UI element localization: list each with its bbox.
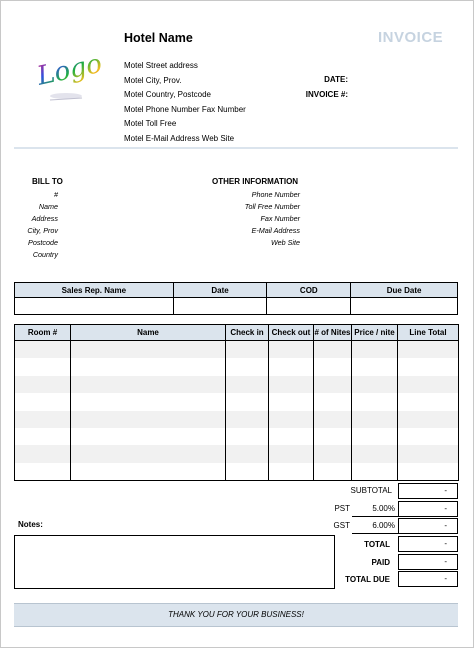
name-cell[interactable]	[71, 358, 226, 375]
other-info-field: Toll Free Number	[244, 202, 300, 211]
price-cell[interactable]	[352, 341, 398, 359]
sales-rep-cell[interactable]	[15, 298, 174, 315]
invoice-number-label: INVOICE #:	[305, 90, 348, 99]
cod-cell[interactable]	[267, 298, 351, 315]
table-row	[15, 411, 459, 428]
gst-value: -	[398, 518, 458, 534]
nites-cell[interactable]	[314, 341, 352, 359]
table-row	[15, 428, 459, 445]
name-cell[interactable]	[71, 376, 226, 393]
line-total-cell	[398, 358, 459, 375]
bill-to-title: BILL TO	[32, 177, 63, 186]
price-cell[interactable]	[352, 428, 398, 445]
due-date-cell[interactable]	[351, 298, 458, 315]
room-cell[interactable]	[15, 376, 71, 393]
room-cell[interactable]	[15, 411, 71, 428]
svg-text:Logo: Logo	[34, 48, 105, 92]
room-cell[interactable]	[15, 445, 71, 462]
table-row	[15, 445, 459, 462]
check-out-cell[interactable]	[269, 393, 314, 410]
price-cell[interactable]	[352, 445, 398, 462]
other-info-title: OTHER INFORMATION	[212, 177, 299, 186]
bill-to-field: Name	[38, 202, 58, 211]
line-total-cell	[398, 411, 459, 428]
nites-cell[interactable]	[314, 376, 352, 393]
table-row	[15, 341, 459, 359]
name-cell[interactable]	[71, 411, 226, 428]
total-due-value: -	[398, 571, 458, 587]
check-in-cell[interactable]	[226, 445, 269, 462]
price-cell[interactable]	[352, 358, 398, 375]
notes-label: Notes:	[18, 520, 43, 529]
check-out-cell[interactable]	[269, 341, 314, 359]
address-line: Motel Phone Number Fax Number	[124, 104, 246, 114]
gst-label: GST	[333, 521, 350, 530]
gst-rate[interactable]: 6.00%	[352, 518, 398, 534]
invoice-title: INVOICE	[378, 29, 444, 46]
price-cell[interactable]	[352, 376, 398, 393]
check-in-cell[interactable]	[226, 463, 269, 481]
check-out-cell[interactable]	[269, 463, 314, 481]
bill-to-field: #	[54, 190, 58, 199]
name-cell[interactable]	[71, 341, 226, 359]
table-row	[15, 463, 459, 481]
line-total-header: Line Total	[398, 325, 459, 341]
paid-value[interactable]: -	[398, 554, 458, 570]
price-cell[interactable]	[352, 411, 398, 428]
thank-you-message: THANK YOU FOR YOUR BUSINESS!	[14, 603, 458, 627]
room-cell[interactable]	[15, 393, 71, 410]
price-cell[interactable]	[352, 463, 398, 481]
nites-cell[interactable]	[314, 445, 352, 462]
nites-cell[interactable]	[314, 463, 352, 481]
check-in-cell[interactable]	[226, 376, 269, 393]
sales-rep-header: Sales Rep. Name	[15, 283, 174, 298]
notes-field[interactable]	[14, 535, 335, 589]
due-date-header: Due Date	[351, 283, 458, 298]
date-header: Date	[173, 283, 267, 298]
name-header: Name	[71, 325, 226, 341]
room-cell[interactable]	[15, 428, 71, 445]
pst-label: PST	[334, 504, 350, 513]
total-label: TOTAL	[364, 540, 390, 549]
table-row	[15, 358, 459, 375]
bill-to-field: City, Prov	[27, 226, 58, 235]
other-info-field: Phone Number	[251, 190, 300, 199]
line-total-cell	[398, 376, 459, 393]
check-out-cell[interactable]	[269, 358, 314, 375]
address-line: Motel Toll Free	[124, 119, 177, 129]
total-due-label: TOTAL DUE	[345, 575, 390, 584]
address-line: Motel E-Mail Address Web Site	[124, 134, 235, 143]
address-line: Motel Country, Postcode	[124, 90, 212, 100]
check-out-cell[interactable]	[269, 376, 314, 393]
name-cell[interactable]	[71, 445, 226, 462]
date-cell[interactable]	[173, 298, 267, 315]
hotel-name: Hotel Name	[124, 31, 193, 45]
cod-header: COD	[267, 283, 351, 298]
line-total-cell	[398, 463, 459, 481]
address-line: Motel City, Prov.	[124, 75, 182, 85]
logo-image	[34, 46, 105, 108]
other-info-field: Web Site	[270, 238, 300, 247]
room-cell[interactable]	[15, 358, 71, 375]
other-info-field: Fax Number	[260, 214, 300, 223]
room-cell[interactable]	[15, 341, 71, 359]
name-cell[interactable]	[71, 393, 226, 410]
line-total-cell	[398, 445, 459, 462]
check-in-header: Check in	[226, 325, 269, 341]
table-row	[15, 376, 459, 393]
room-header: Room #	[15, 325, 71, 341]
other-info-field: E-Mail Address	[251, 226, 300, 235]
price-cell[interactable]	[352, 393, 398, 410]
sales-table	[14, 282, 458, 315]
check-in-cell[interactable]	[226, 341, 269, 359]
total-value: -	[398, 536, 458, 552]
check-in-cell[interactable]	[226, 411, 269, 428]
nites-cell[interactable]	[314, 428, 352, 445]
check-in-cell[interactable]	[226, 393, 269, 410]
check-out-cell[interactable]	[269, 428, 314, 445]
header-divider	[14, 147, 458, 149]
line-total-cell	[398, 428, 459, 445]
items-table	[14, 324, 459, 481]
line-total-cell	[398, 341, 459, 359]
name-cell[interactable]	[71, 428, 226, 445]
nites-header: # of Nites	[314, 325, 352, 341]
bill-to-field: Country	[32, 250, 58, 259]
nites-cell[interactable]	[314, 358, 352, 375]
check-out-cell[interactable]	[269, 445, 314, 462]
name-cell[interactable]	[71, 463, 226, 481]
date-label: DATE:	[324, 75, 348, 84]
check-in-cell[interactable]	[226, 428, 269, 445]
table-row	[15, 393, 459, 410]
price-header: Price / nite	[352, 325, 398, 341]
nites-cell[interactable]	[314, 393, 352, 410]
pst-rate[interactable]: 5.00%	[352, 501, 398, 517]
pst-value: -	[398, 501, 458, 517]
line-total-cell	[398, 393, 459, 410]
check-in-cell[interactable]	[226, 358, 269, 375]
paid-label: PAID	[371, 558, 390, 567]
address-line: Motel Street address	[124, 61, 198, 70]
subtotal-value: -	[398, 483, 458, 499]
bill-to-field: Address	[31, 214, 58, 223]
nites-cell[interactable]	[314, 411, 352, 428]
check-out-cell[interactable]	[269, 411, 314, 428]
room-cell[interactable]	[15, 463, 71, 481]
subtotal-label: SUBTOTAL	[350, 486, 392, 495]
check-out-header: Check out	[269, 325, 314, 341]
bill-to-field: Postcode	[28, 238, 58, 247]
